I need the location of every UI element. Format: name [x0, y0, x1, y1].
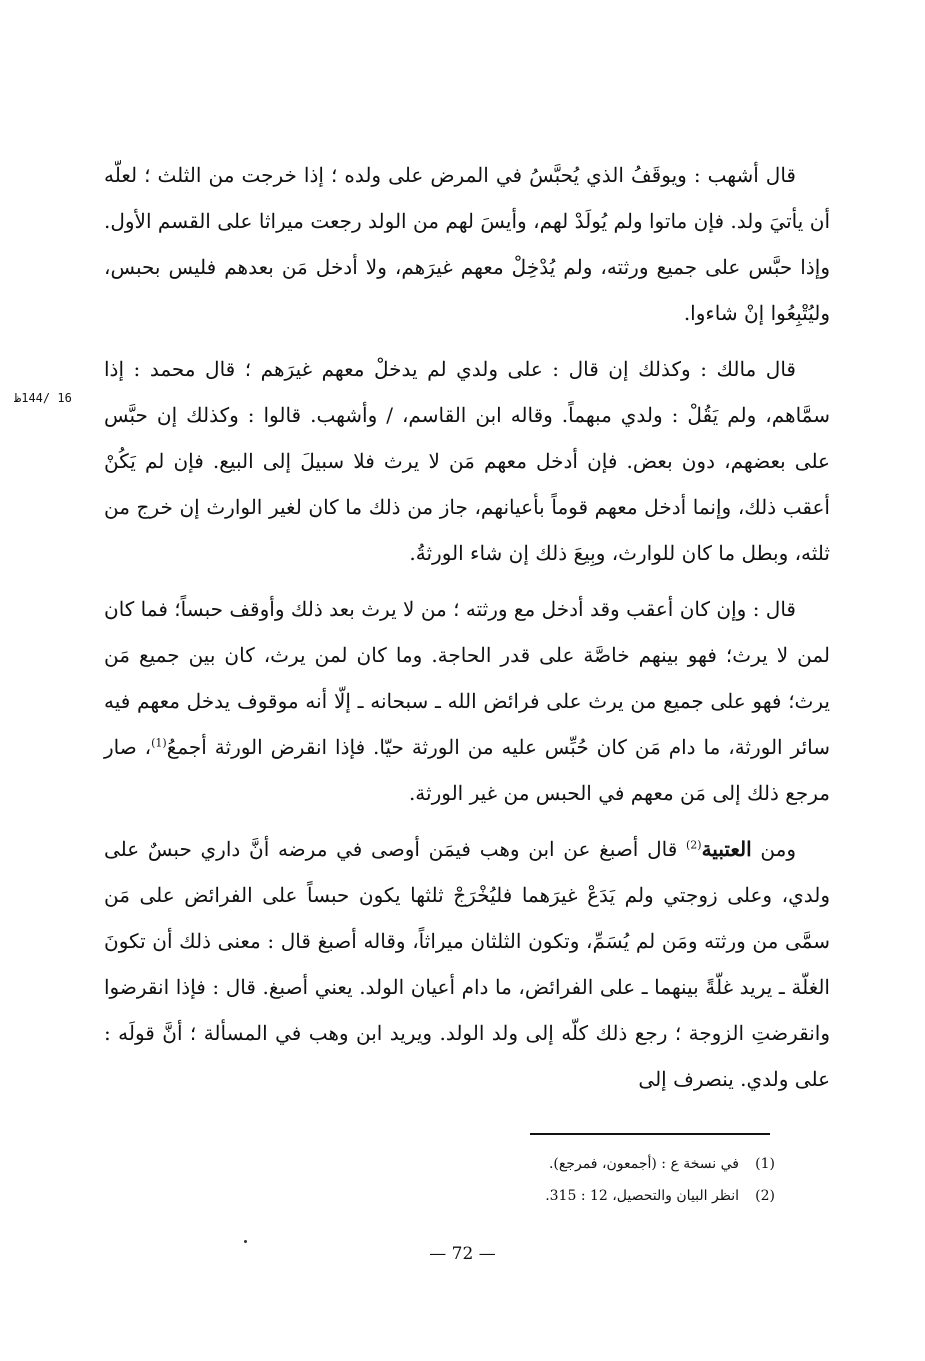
paragraph-4-text: قال أصبغ عن ابن وهب فيمَن أوصى في مرضه أنَّ داري حبسٌ على ولدي، وعلى زوجتي ولم يَدَعْ غيرَهما فليُخْرَجْ ثلثها يكون حبساً على الفرائض على مَن سمَّى من ورثته ومَن لم يُسَمِّ، وتكون الثلثان ميراثاً، وقاله أصبغ قال : معنى ذلك أن تكونَ الغلّة ـ يريد غلّةً بينهما ـ على الفرائض، ما دام أعيان الولد. يعني أصبغ. قال : فإذا انقرضوا وانقرضتِ الزوجة ؛ رجع ذلك كلّه إلى ولد الولد. ويريد ابن وهب في المسألة ؛ أنَّ قولَه : على ولدي. ينصرف إلى — [104, 837, 831, 1091]
paragraph-4-lead: ومن — [751, 837, 797, 861]
footnotes — [300, 1148, 775, 1212]
footnote-ref-2: (2) — [685, 838, 702, 852]
source-title-utbiyya: العتبية — [701, 837, 752, 861]
manuscript-folio-note: 16 /144ظ — [14, 391, 72, 405]
footnote-2 — [300, 1180, 775, 1212]
footnote-2-text: انظر البيان والتحصيل، 12 : 315. — [545, 1188, 739, 1204]
paragraph-3-text-a: قال : وإن كان أعقب وقد أدخل مع ورثته ؛ من لا يرث بعد ذلك وأوقف حبساً؛ فما كان لمن لا يرث؛ فهو بينهم خاصَّة على قدر الحاجة. وما كان لمن يرث، كان بين جميع مَن يرث؛ فهو على جميع من يرث على فرائض الله ـ سبحانه ـ إلّا أنه موقوف يدخل معهم فيه سائر الورثة، ما دام مَن كان حُبِّس عليه من الورثة حيّا. فإذا انقرض الورثة أجمعُ — [104, 597, 830, 759]
page-number: — 72 — — [429, 1244, 496, 1264]
footnote-1 — [300, 1148, 775, 1180]
paragraph-2: قال مالك : وكذلك إن قال : على ولدي لم يدخلْ معهم غيرَهم ؛ قال محمد : إذا سمَّاهم، ولم يَقُلْ : ولدي مبهماً. وقاله ابن القاسم، / وأشهب. قالوا : وكذلك إن حبَّس على بعضهم، دون بعض. فإن أدخل معهم مَن لا يرث فلا سبيلَ إلى البيع. فإن لم يَكُنْ أعقب ذلك، وإنما أدخل معهم قوماً بأعيانهم، جاز من ذلك ما كان لغير الوارث إن خرج من ثلثه، وبطل ما كان للوارث، وبِيعَ ذلك إن شاء الورثةُ. — [104, 357, 830, 565]
main-text — [104, 152, 830, 1112]
footnote-1-number: (1) — [755, 1156, 775, 1172]
footnote-separator — [530, 1133, 770, 1135]
paragraph-1: قال أشهب : ويوقَفُ الذي يُحبَّسُ في المرض على ولده ؛ إذا خرجت من الثلث ؛ لعلّه أن يأتيَ ولد. فإن ماتوا ولم يُولَدْ لهم، وأيسَ لهم من الولد رجعت ميراثا على القسم الأول. وإذا حبَّس على جميع ورثته، ولم يُدْخِلْ معهم غيرَهم، ولا أدخل مَن بعدهم فليس بحبس، وليُتْبِعُوا إنْ شاءوا. — [104, 163, 830, 325]
paragraph-3-text-b: ، صار مرجع ذلك إلى مَن معهم في الحبس من غير الورثة. — [104, 735, 830, 805]
footnote-ref-1: (1) — [151, 736, 167, 750]
paragraph-3 — [104, 586, 830, 816]
footnote-2-number: (2) — [755, 1188, 775, 1204]
footnote-1-text: في نسخة ع : (أجمعون، فمرجع). — [548, 1156, 739, 1172]
paragraph-4 — [104, 826, 830, 1102]
scan-speck — [244, 1240, 247, 1243]
